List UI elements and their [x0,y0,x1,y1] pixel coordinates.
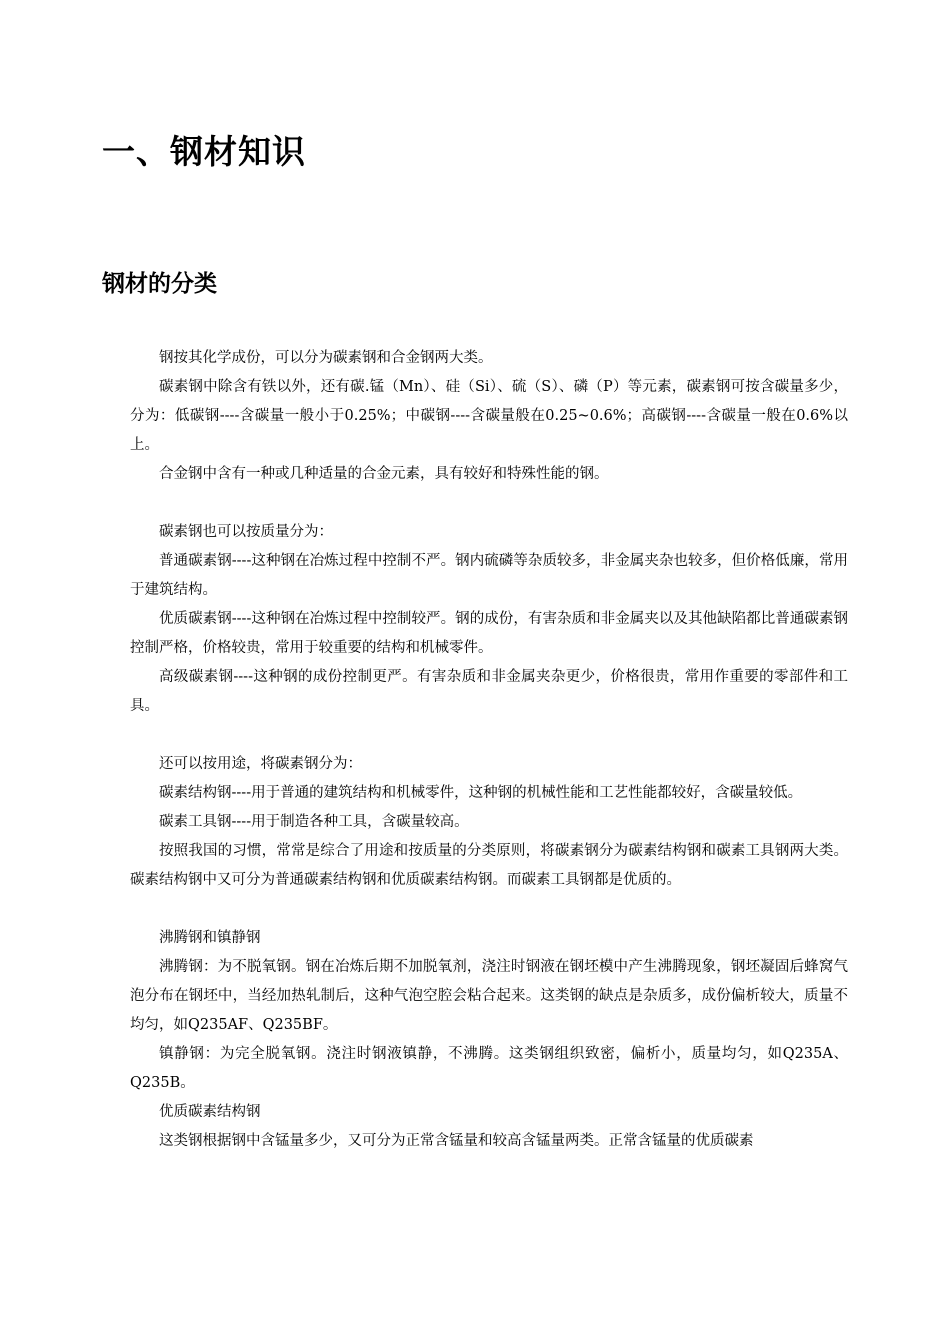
paragraph-gap [130,489,848,518]
chapter-title: 一、钢材知识 [102,132,306,171]
paragraph: 合金钢中含有一种或几种适量的合金元素，具有较好和特殊性能的钢。 [159,466,609,482]
paragraph: 沸腾钢：为不脱氧钢。钢在冶炼后期不加脱氧剂，浇注时钢液在钢坯模中产生沸腾现象，钢坯凝固后蜂窝气泡分布在钢坯中，当经加热轧制后，这种气泡空腔会粘合起来。这类钢的缺点是杂质多，成份偏析较大，质量不均匀，如Q235AF、Q235BF。 [130,959,848,1033]
paragraph: 普通碳素钢----这种钢在冶炼过程中控制不严。钢内硫磷等杂质较多，非金属夹杂也较多，但价格低廉，常用于建筑结构。 [130,553,848,598]
paragraph: 碳素钢也可以按质量分为： [159,524,333,540]
paragraph-gap [130,895,848,924]
paragraph: 钢按其化学成份，可以分为碳素钢和合金钢两大类。 [159,350,493,366]
paragraph: 这类钢根据钢中含锰量多少，又可分为正常含锰量和较高含锰量两类。正常含锰量的优质碳素 [159,1133,754,1149]
subheading: 沸腾钢和镇静钢 [159,930,261,946]
paragraph: 高级碳素钢----这种钢的成份控制更严。有害杂质和非金属夹杂更少，价格很贵，常用作重要的零部件和工具。 [130,669,848,714]
paragraph: 优质碳素钢----这种钢在冶炼过程中控制较严。钢的成份，有害杂质和非金属夹以及其他缺陷都比普通碳素钢控制严格，价格较贵，常用于较重要的结构和机械零件。 [130,611,848,656]
subheading: 优质碳素结构钢 [159,1104,261,1120]
paragraph: 还可以按用途，将碳素钢分为： [159,756,362,772]
paragraph: 碳素结构钢----用于普通的建筑结构和机械零件，这种钢的机械性能和工艺性能都较好，含碳量较低。 [159,785,803,801]
paragraph-gap [130,721,848,750]
paragraph: 碳素工具钢----用于制造各种工具，含碳量较高。 [159,814,469,830]
paragraph: 按照我国的习惯，常常是综合了用途和按质量的分类原则，将碳素钢分为碳素结构钢和碳素工具钢两大类。碳素结构钢中又可分为普通碳素结构钢和优质碳素结构钢。而碳素工具钢都是优质的。 [130,843,848,888]
section-title: 钢材的分类 [102,271,217,297]
paragraph: 镇静钢：为完全脱氧钢。浇注时钢液镇静，不沸腾。这类钢组织致密，偏析小，质量均匀，如Q235A、Q235B。 [130,1046,848,1091]
paragraph: 碳素钢中除含有铁以外，还有碳.锰（Mn）、硅（Si）、硫（S）、磷（P）等元素，碳素钢可按含碳量多少，分为：低碳钢----含碳量一般小于0.25%；中碳钢----含碳量般在0.25~0.6%；高碳钢----含碳量一般在0.6%以上。 [130,379,848,453]
document-body [130,344,848,1156]
